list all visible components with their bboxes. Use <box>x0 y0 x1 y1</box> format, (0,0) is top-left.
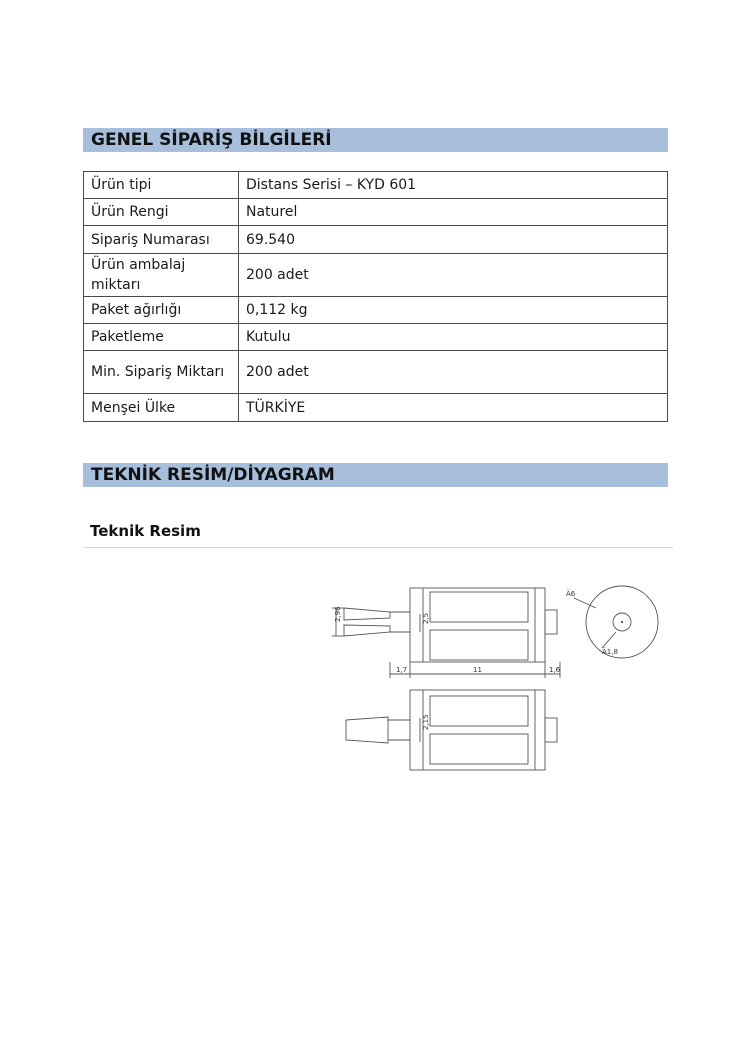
dim-right-length: 1,6 <box>549 666 561 674</box>
row-value: TÜRKİYE <box>239 394 668 422</box>
table-row <box>84 199 668 226</box>
table-row <box>84 351 668 394</box>
row-value: 0,112 kg <box>239 297 668 324</box>
row-label: Menşei Ülke <box>84 394 239 422</box>
row-label: Ürün Rengi <box>84 199 239 226</box>
row-label: Min. Sipariş Miktarı <box>84 351 239 394</box>
row-label: Ürün ambalaj miktarı <box>84 254 239 297</box>
dim-inner-gap: 2,5 <box>422 612 430 624</box>
top-view-left-prong-upper <box>344 608 390 620</box>
divider <box>83 547 673 548</box>
row-value: Distans Serisi – KYD 601 <box>239 172 668 199</box>
row-value: 69.540 <box>239 226 668 254</box>
table-row <box>84 226 668 254</box>
dim-inner-diameter: Ä1,8 <box>602 648 618 656</box>
order-info-table <box>83 171 668 422</box>
section-title-order-info: GENEL SİPARİŞ BİLGİLERİ <box>83 128 668 152</box>
dim-lower-gap: 2,15 <box>422 714 430 730</box>
table-row <box>84 394 668 422</box>
bottom-view-lower-slot <box>430 734 528 764</box>
table-row <box>84 297 668 324</box>
row-value: Kutulu <box>239 324 668 351</box>
row-value: Naturel <box>239 199 668 226</box>
section-title-technical-drawing: TEKNİK RESİM/DİYAGRAM <box>83 463 668 487</box>
top-view-upper-slot <box>430 592 528 622</box>
dim-height-left: 2,96 <box>334 606 342 622</box>
dim-left-length: 1,7 <box>396 666 408 674</box>
dim-body-length: 11 <box>473 666 482 674</box>
row-value: 200 adet <box>239 254 668 297</box>
top-view-left-prong-lower <box>344 625 390 636</box>
top-view-lower-slot <box>430 630 528 660</box>
row-label: Paket ağırlığı <box>84 297 239 324</box>
table-row <box>84 254 668 297</box>
subsection-title: Teknik Resim <box>90 522 201 540</box>
row-label: Ürün tipi <box>84 172 239 199</box>
bottom-view-right-pin <box>545 718 557 742</box>
bottom-view-upper-slot <box>430 696 528 726</box>
technical-drawing <box>320 580 670 775</box>
row-label: Sipariş Numarası <box>84 226 239 254</box>
dim-outer-diameter: Ä6 <box>566 590 576 598</box>
top-view-right-pin <box>545 610 557 634</box>
row-label: Paketleme <box>84 324 239 351</box>
row-value: 200 adet <box>239 351 668 394</box>
table-row <box>84 324 668 351</box>
bottom-view-left-pin <box>346 717 388 743</box>
table-row <box>84 172 668 199</box>
